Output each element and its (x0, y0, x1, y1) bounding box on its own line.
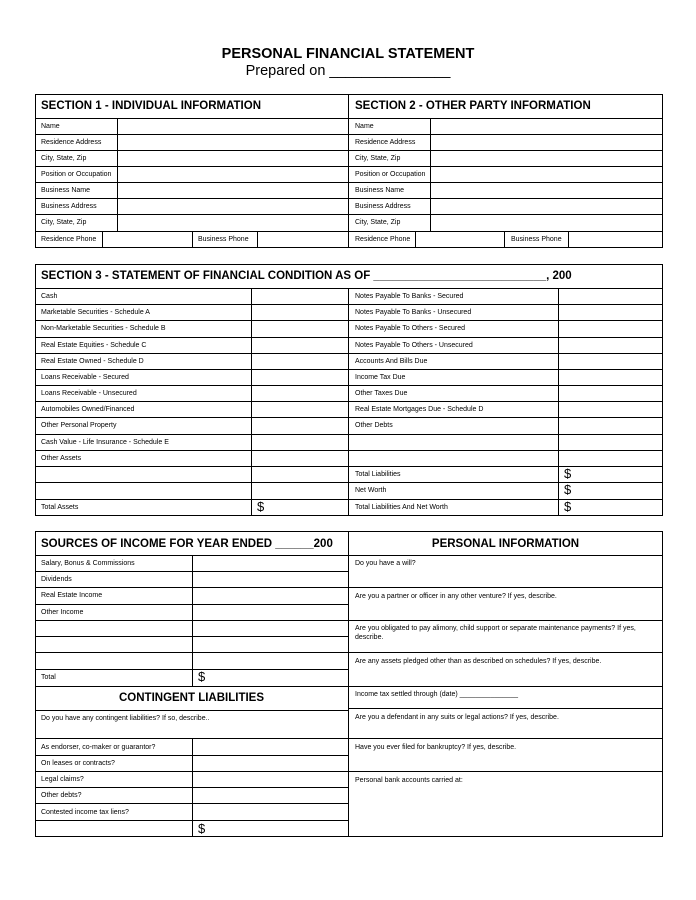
liability-label: Notes Payable To Banks - Secured (355, 293, 464, 300)
divider (35, 652, 348, 653)
divider (192, 231, 193, 248)
income-label: Salary, Bonus & Commissions (41, 560, 135, 567)
section2-field-label: Name (355, 123, 374, 130)
asset-label: Loans Receivable - Secured (41, 374, 129, 381)
section1-field-label: City, State, Zip (41, 219, 87, 226)
personal-question: Income tax settled through (date) _______________ (355, 691, 519, 698)
divider (35, 771, 348, 772)
total-liabilities-net-worth-label: Total Liabilities And Net Worth (355, 504, 448, 511)
section1-field-label: Business Address (41, 203, 97, 210)
divider (35, 150, 663, 151)
divider (35, 450, 663, 451)
net-worth-dollar: $ (564, 482, 572, 497)
income-label: Dividends (41, 576, 72, 583)
divider (35, 182, 663, 183)
divider (35, 166, 663, 167)
section1-field-label: Residence Address (41, 139, 102, 146)
divider (348, 708, 663, 709)
section1-residence-phone-label: Residence Phone (41, 236, 97, 243)
divider (348, 652, 663, 653)
divider (257, 231, 258, 248)
divider (348, 531, 349, 837)
personal-question: Have you ever filed for bankruptcy? If yes, describe. (355, 744, 517, 751)
divider (35, 669, 348, 670)
section1-field-label: Position or Occupation (41, 171, 112, 178)
divider (35, 118, 663, 119)
divider (35, 710, 348, 711)
section-1-title: SECTION 1 - INDIVIDUAL INFORMATION (41, 100, 261, 112)
contingent-label: Legal claims? (41, 776, 84, 783)
divider (35, 198, 663, 199)
contingent-title: CONTINGENT LIABILITIES (118, 692, 265, 704)
total-liabilities-dollar: $ (564, 466, 572, 481)
liability-label: Other Debts (355, 422, 393, 429)
divider (35, 353, 663, 354)
personal-question: Personal bank accounts carried at: (355, 777, 463, 784)
section-income-personal-box (35, 531, 663, 837)
prepared-on-line: Prepared on _______________ (245, 63, 451, 79)
divider (35, 755, 348, 756)
total-assets-dollar: $ (257, 499, 265, 514)
section2-field-label: Position or Occupation (355, 171, 426, 178)
divider (35, 304, 663, 305)
liability-label: Income Tax Due (355, 374, 406, 381)
divider (35, 636, 348, 637)
divider (117, 118, 118, 231)
divider (348, 620, 663, 621)
total-liab-net-worth-dollar: $ (564, 499, 572, 514)
divider (35, 214, 663, 215)
liability-label: Accounts And Bills Due (355, 358, 428, 365)
divider (35, 587, 348, 588)
divider (35, 555, 348, 556)
section1-field-label: Business Name (41, 187, 91, 194)
divider (35, 434, 663, 435)
asset-label: Other Personal Property (41, 422, 117, 429)
asset-label: Non-Marketable Securities - Schedule B (41, 325, 166, 332)
section1-field-label: City, State, Zip (41, 155, 87, 162)
income-total-dollar: $ (198, 669, 206, 684)
asset-label: Loans Receivable - Unsecured (41, 390, 137, 397)
divider (35, 738, 348, 739)
divider (35, 401, 663, 402)
divider (415, 231, 416, 248)
asset-label: Marketable Securities - Schedule A (41, 309, 150, 316)
liability-label: Notes Payable To Others - Secured (355, 325, 465, 332)
contingent-label: On leases or contracts? (41, 760, 115, 767)
divider (348, 771, 663, 772)
asset-label: Other Assets (41, 455, 82, 462)
contingent-total-dollar: $ (198, 821, 206, 836)
divider (35, 134, 663, 135)
section2-residence-phone-label: Residence Phone (355, 236, 411, 243)
divider (35, 288, 663, 289)
section1-business-phone-label: Business Phone (198, 236, 249, 243)
asset-label: Cash Value - Life Insurance - Schedule E (41, 439, 169, 446)
divider (504, 231, 505, 248)
divider (35, 604, 348, 605)
section-3-title: SECTION 3 - STATEMENT OF FINANCIAL CONDITION AS OF ___________________________, 200 (41, 270, 572, 282)
income-total-label: Total (41, 674, 56, 681)
divider (348, 738, 663, 739)
contingent-label: Other debts? (41, 792, 82, 799)
asset-label: Real Estate Equities - Schedule C (41, 342, 147, 349)
divider (35, 787, 348, 788)
divider (35, 620, 348, 621)
liability-label: Notes Payable To Banks - Unsecured (355, 309, 472, 316)
contingent-question: Do you have any contingent liabilities? If so, describe.. (41, 715, 210, 722)
divider (35, 820, 348, 821)
divider (35, 369, 663, 370)
section2-field-label: City, State, Zip (355, 155, 401, 162)
divider (35, 417, 663, 418)
divider (348, 587, 663, 588)
personal-question: Are you a partner or officer in any other venture? If yes, describe. (355, 593, 557, 600)
liability-label: Other Taxes Due (355, 390, 408, 397)
section-2-title: SECTION 2 - OTHER PARTY INFORMATION (355, 100, 591, 112)
liability-label: Real Estate Mortgages Due - Schedule D (355, 406, 484, 413)
asset-label: Real Estate Owned - Schedule D (41, 358, 144, 365)
section1-field-label: Name (41, 123, 60, 130)
asset-label: Cash (41, 293, 58, 300)
section2-business-phone-label: Business Phone (511, 236, 562, 243)
divider (35, 803, 348, 804)
income-label: Other Income (41, 609, 84, 616)
divider (348, 686, 663, 687)
section2-field-label: Residence Address (355, 139, 416, 146)
section2-field-label: City, State, Zip (355, 219, 401, 226)
income-label: Real Estate Income (41, 592, 103, 599)
contingent-label: Contested income tax liens? (41, 809, 129, 816)
divider (35, 571, 348, 572)
asset-label: Automobiles Owned/Financed (41, 406, 135, 413)
net-worth-label: Net Worth (355, 487, 387, 494)
income-title: SOURCES OF INCOME FOR YEAR ENDED ______200 (41, 538, 333, 550)
divider (35, 337, 663, 338)
personal-question: Do you have a will? (355, 560, 416, 567)
total-liabilities-label: Total Liabilities (355, 471, 401, 478)
divider (430, 118, 431, 231)
divider (35, 686, 348, 687)
divider (568, 231, 569, 248)
personal-info-title: PERSONAL INFORMATION (431, 538, 580, 550)
personal-question: Are any assets pledged other than as described on schedules? If yes, describe. (355, 658, 602, 665)
liability-label: Notes Payable To Others - Unsecured (355, 342, 473, 349)
divider (35, 320, 663, 321)
personal-question: Are you obligated to pay alimony, child support or separate maintenance payments? If yes, describe. (355, 625, 636, 641)
divider (102, 231, 103, 248)
contingent-label: As endorser, co-maker or guarantor? (41, 744, 156, 751)
divider (348, 555, 663, 556)
personal-question: Are you a defendant in any suits or legal actions? If yes, describe. (355, 714, 559, 721)
total-assets-label: Total Assets (41, 504, 79, 511)
divider (35, 385, 663, 386)
section2-field-label: Business Name (355, 187, 405, 194)
section2-field-label: Business Address (355, 203, 411, 210)
page-title: PERSONAL FINANCIAL STATEMENT (221, 46, 475, 62)
